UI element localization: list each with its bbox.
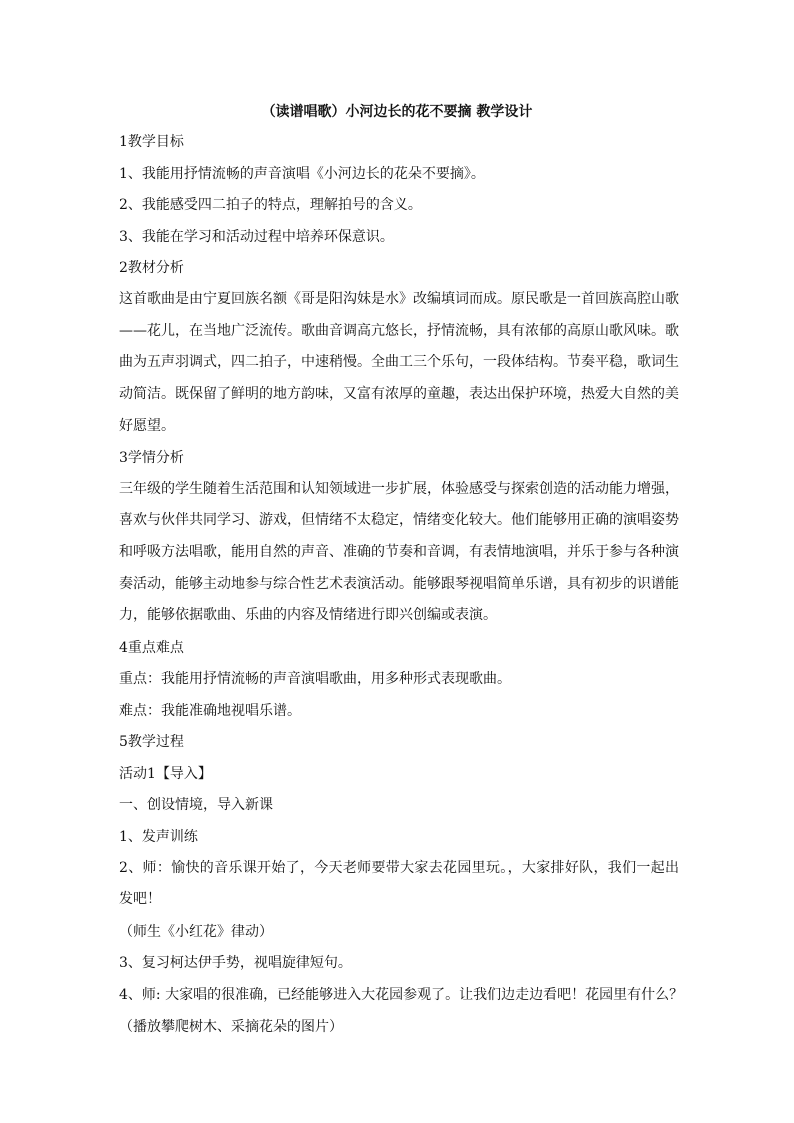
key-point-text: 重点：我能用抒情流畅的声音演唱歌曲，用多种形式表现歌曲。: [119, 671, 511, 688]
section-heading-teaching-process: 5教学过程: [119, 734, 184, 751]
section-heading-key-points: 4重点难点: [119, 639, 184, 656]
process-note-1: （师生《小红花》律动）: [119, 923, 273, 940]
process-step-2: 2、师：愉快的音乐课开始了，今天老师要带大家去花园里玩。，大家排好队，我们一起出发吧！: [119, 859, 679, 908]
process-step-4: 4、师: 大家唱的很准确，已经能够进入大花园参观了。让我们边走边看吧！花园里有什么？: [119, 987, 684, 1004]
section-heading-student-analysis: 3学情分析: [119, 449, 184, 466]
section-heading-objectives: 1教学目标: [119, 134, 184, 150]
document-body: [119, 131, 684, 1047]
process-step-1: 1、发声训练: [119, 829, 198, 846]
objective-item-2: 2、我能感受四二拍子的特点，理解拍号的含义。: [119, 197, 422, 214]
difficult-point-text: 难点：我能准确地视唱乐谱。: [119, 702, 301, 719]
objective-item-1: 1、我能用抒情流畅的声音演唱《小河边长的花朵不要摘》。: [119, 165, 485, 182]
objective-item-3: 3、我能在学习和活动过程中培养环保意识。: [119, 228, 394, 245]
process-step-3: 3、复习柯达伊手势，视唱旋律短句。: [119, 955, 352, 972]
material-analysis-paragraph: 这首歌曲是由宁夏回族名额《哥是阳沟妹是水》改编填词而成。原民歌是一首回族高腔山歌——花儿，在当地广泛流传。歌曲音调高亢悠长，抒情流畅，具有浓郁的高原山歌风味。歌曲为五声羽调式，四二拍子，中速稍慢。全曲工三个乐句，一段体结构。节奏平稳，歌词生动简洁。既保留了鲜明的地方韵味，又富有浓厚的童趣，表达出保护环境，热爱大自然的美好愿望。: [119, 291, 679, 434]
student-analysis-paragraph: 三年级的学生随着生活范围和认知领域进一步扩展，体验感受与探索创造的活动能力增强，喜欢与伙伴共同学习、游戏，但情绪不太稳定，情绪变化较大。他们能够用正确的演唱姿势和呼吸方法唱歌，能用自然的声音、准确的节奏和音调，有表情地演唱，并乐于参与各种演奏活动，能够主动地参与综合性艺术表演活动。能够跟琴视唱简单乐谱，具有初步的识谱能力，能够依据歌曲、乐曲的内容及情绪进行即兴创编或表演。: [119, 480, 679, 624]
activity-1-label: 活动1【导入】: [119, 765, 212, 782]
process-part-1: 一、创设情境，导入新课: [119, 797, 273, 814]
document-title: （读谱唱歌）小河边长的花不要摘 教学设计: [261, 104, 533, 120]
process-note-2: （播放攀爬树木、采摘花朵的图片）: [119, 1018, 343, 1035]
section-heading-material-analysis: 2教材分析: [119, 260, 184, 277]
